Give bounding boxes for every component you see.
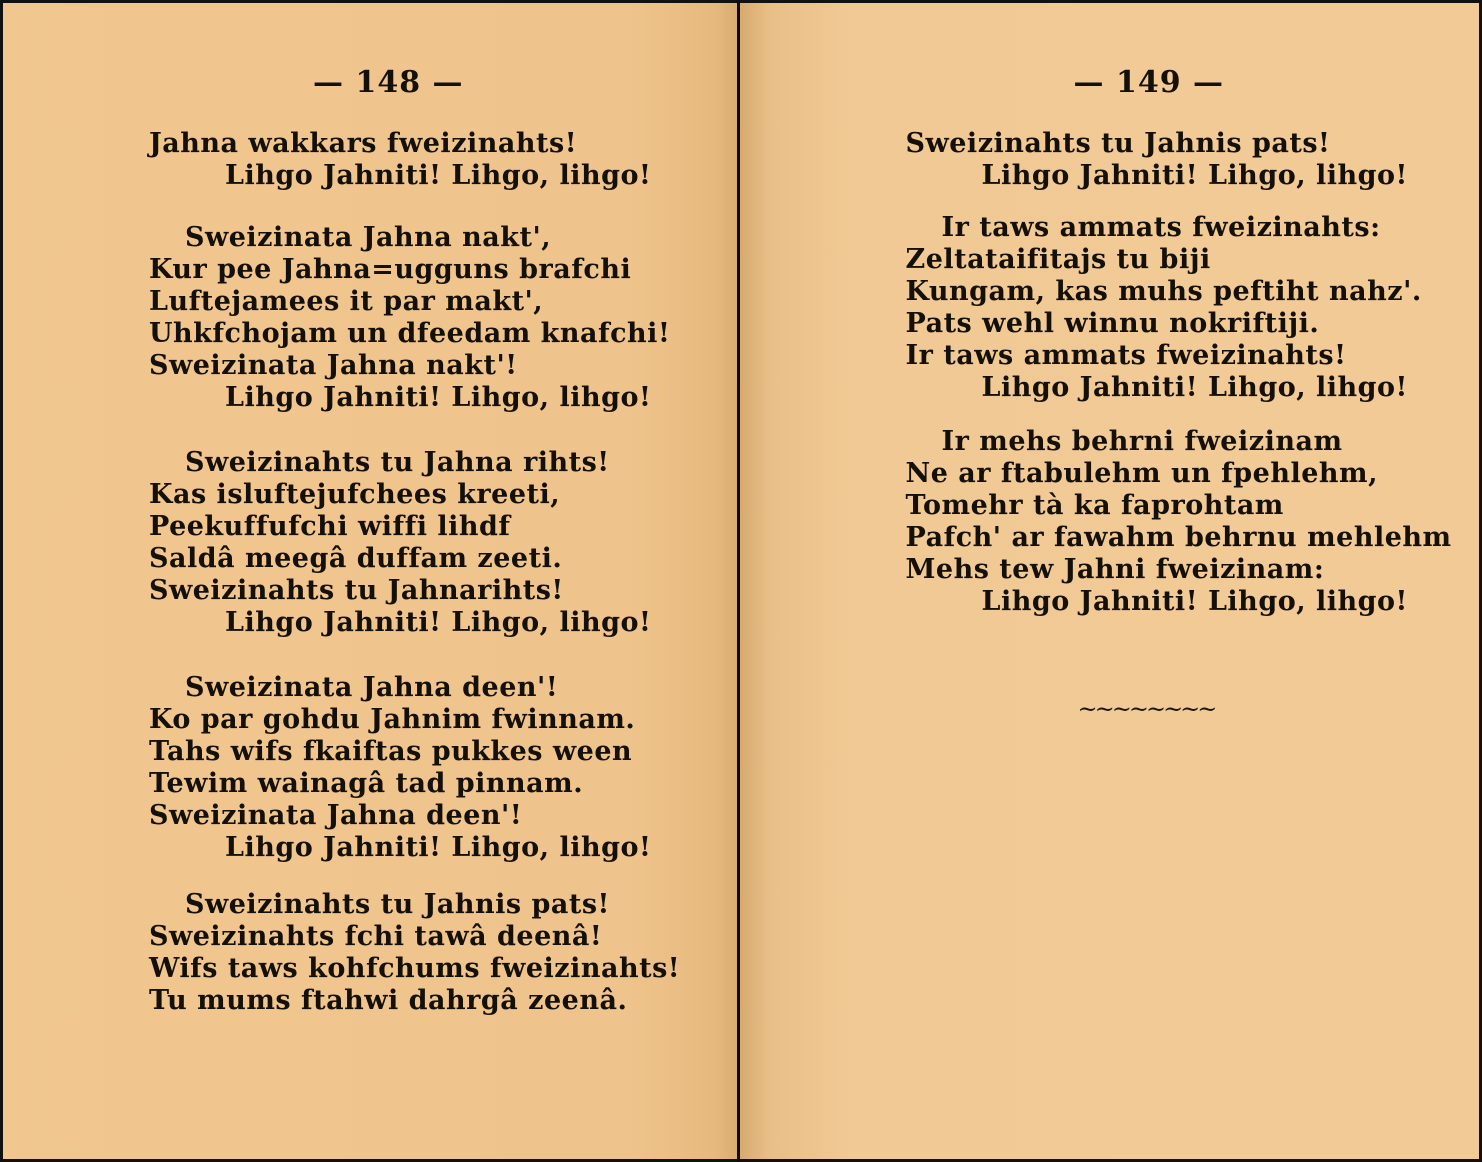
verse-line: Ir mehs behrni fweizinam: [941, 426, 1343, 457]
refrain-line: Lihgo Jahniti! Lihgo, lihgo!: [225, 160, 652, 191]
verse-line: Wifs taws kohfchums fweizinahts!: [149, 953, 681, 984]
stanza: [149, 889, 680, 1017]
right-page: [740, 0, 1482, 1162]
end-ornament: ~~~~~~~~: [1077, 695, 1215, 723]
page-number-149: — 149 —: [1073, 65, 1225, 100]
refrain-line: Lihgo Jahniti! Lihgo, lihgo!: [225, 382, 652, 413]
verse-line: Jahna wakkars fweizinahts!: [149, 128, 578, 159]
verse-line: Ir taws ammats fweizinahts:: [941, 212, 1381, 243]
verse-line: Kur pee Jahna=ugguns brafchi: [149, 254, 632, 285]
verse-line: Sweizinahts tu Jahna rihts!: [185, 447, 610, 478]
stanza: [906, 426, 1452, 618]
verse-line: Mehs tew Jahni fweizinam:: [905, 554, 1325, 585]
stanza: [149, 672, 651, 864]
refrain-line: Lihgo Jahniti! Lihgo, lihgo!: [981, 160, 1408, 191]
verse-line: Tewim wainagâ tad pinnam.: [149, 768, 584, 799]
verse-line: Tahs wifs fkaiftas pukkes ween: [149, 736, 633, 767]
verse-line: Kungam, kas muhs peftiht nahz'.: [905, 276, 1422, 307]
stanza: [906, 212, 1422, 404]
refrain-line: Lihgo Jahniti! Lihgo, lihgo!: [981, 586, 1408, 617]
verse-line: Sweizinata Jahna deen'!: [149, 800, 523, 831]
verse-line: Tu mums ftahwi dahrgâ zeenâ.: [149, 985, 628, 1016]
verse-line: Sweizinata Jahna deen'!: [185, 672, 559, 703]
left-page: [0, 0, 737, 1162]
verse-line: Peekuffufchi wiffi lihdf: [149, 511, 511, 542]
verse-line: Kas isluftejufchees kreeti,: [149, 479, 561, 510]
verse-line: Luftejamees it par makt',: [149, 286, 544, 317]
stanza: [149, 222, 670, 414]
refrain-line: Lihgo Jahniti! Lihgo, lihgo!: [225, 607, 652, 638]
verse-line: Ir taws ammats fweizinahts!: [905, 340, 1347, 371]
refrain-line: Lihgo Jahniti! Lihgo, lihgo!: [981, 372, 1408, 403]
stanza: [906, 128, 1408, 192]
verse-line: Sweizinata Jahna nakt'!: [149, 350, 518, 381]
verse-line: Sweizinahts tu Jahnarihts!: [149, 575, 564, 606]
verse-line: Sweizinahts fchi tawâ deenâ!: [149, 921, 603, 952]
stanza: [149, 447, 651, 639]
refrain-line: Lihgo Jahniti! Lihgo, lihgo!: [225, 832, 652, 863]
verse-line: Zeltataifitajs tu biji: [905, 244, 1211, 275]
verse-line: Tomehr tà ka faprohtam: [905, 490, 1284, 521]
verse-line: Pafch' ar fawahm behrnu mehlehm: [905, 522, 1452, 553]
verse-line: Sweizinahts tu Jahnis pats!: [185, 889, 610, 920]
stanza: [149, 128, 651, 192]
verse-line: Pats wehl winnu nokriftiji.: [905, 308, 1320, 339]
verse-line: Ne ar ftabulehm un fpehlehm,: [905, 458, 1379, 489]
verse-line: Ko par gohdu Jahnim fwinnam.: [149, 704, 636, 735]
verse-line: Sweizinata Jahna nakt',: [185, 222, 552, 253]
verse-line: Uhkfchojam un dfeedam knafchi!: [149, 318, 671, 349]
verse-line: Sweizinahts tu Jahnis pats!: [905, 128, 1331, 159]
verse-line: Saldâ meegâ duffam zeeti.: [149, 543, 563, 574]
page-number-148: — 148 —: [313, 65, 464, 100]
